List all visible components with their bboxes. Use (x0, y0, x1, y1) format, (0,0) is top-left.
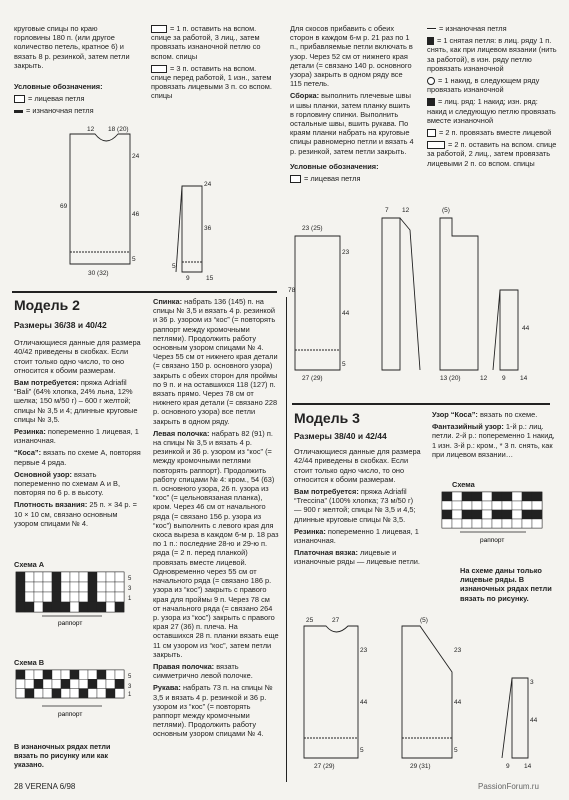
stitch-cell (452, 492, 462, 501)
stitch-cell (52, 602, 61, 612)
stitch-cell (52, 689, 61, 698)
dim-label: 12 (480, 375, 488, 382)
dim-label: 23 (342, 249, 350, 256)
legend-item: = 2 п. провязать вместе лицевой (427, 128, 557, 137)
stitch-cell (512, 519, 522, 528)
stitch-cell (472, 510, 482, 519)
dim-label: 5 (172, 263, 176, 270)
cable-left-icon (151, 25, 167, 33)
model2-schematics (290, 200, 560, 390)
right-front-paragraph: Правая полочка: вязать симметрично левой полочке. (153, 661, 253, 681)
stitch-cell (52, 572, 61, 582)
stitch-cell (88, 572, 97, 582)
stitch-cell (25, 679, 34, 688)
stitch-cell (25, 602, 34, 612)
stitch-cell (512, 492, 522, 501)
stitch-cell (79, 592, 88, 602)
stitch-cell (512, 501, 522, 510)
top-left-column (14, 24, 136, 119)
model3-column (294, 410, 422, 570)
stitch-cell (462, 501, 472, 510)
svg-text:1: 1 (128, 692, 132, 698)
dim-label: 12 (87, 126, 95, 133)
model-title: Модель 3 (294, 410, 360, 426)
plain-paragraph: Платочная вязка: лицевые и изнаночные ряды — лицевые петли. (294, 548, 420, 567)
sizes-heading: Размеры 36/38 и 40/42 (14, 320, 107, 330)
dim-label: 14 (520, 375, 528, 382)
dim-label: 5 (454, 747, 458, 754)
stitch-cell (16, 572, 25, 582)
stitch-cell (70, 592, 79, 602)
front-outline (382, 218, 420, 370)
stitch-cell (43, 670, 52, 679)
stitch-cell (88, 689, 97, 698)
stitch-cell (70, 670, 79, 679)
stitch-cell (492, 501, 502, 510)
stitch-cell (34, 670, 43, 679)
stitch-cell (79, 689, 88, 698)
stitch-cell (532, 510, 542, 519)
sizes-heading: Размеры 38/40 и 42/44 (294, 431, 387, 441)
stitch-cell (115, 679, 124, 688)
stitch-cell (492, 510, 502, 519)
cable-right-icon (151, 65, 167, 73)
stitch-cell (88, 679, 97, 688)
kosa-paragraph: Узор “Коса”: вязать по схеме. (432, 410, 538, 419)
model1-sleeve-schematic (168, 176, 248, 286)
legend-item: = 1 снятая петля: в лиц. ряду 1 п. снять, как при лицевом вязании (нить за работой), в изн. ряду петлю провязать изнаночной (427, 36, 557, 73)
purl-stitch-icon (14, 110, 23, 113)
stitch-cell (442, 510, 452, 519)
scheme-a-title: Схема А (14, 560, 45, 569)
dim-label: 44 (522, 325, 530, 332)
stitch-cell (79, 582, 88, 592)
dim-label: 3 (530, 679, 534, 686)
dim-label: 36 (204, 225, 212, 232)
page-footer: 28 VERENA 6/98 (14, 782, 76, 791)
stitch-cell (115, 592, 124, 602)
legend-item: = 1 накид, в следующем ряду провязать изнаночной (427, 76, 540, 95)
stitch-cell (16, 689, 25, 698)
dim-label: 5 (132, 256, 136, 263)
stitch-cell (52, 582, 61, 592)
dim-label: 5 (342, 361, 346, 368)
dim-label: 27 (29) (302, 375, 323, 382)
stitch-cell (61, 582, 70, 592)
dim-label: 44 (454, 699, 462, 706)
stitch-cell (97, 602, 106, 612)
stitch-cell (97, 592, 106, 602)
dim-label: 29 (31) (410, 763, 431, 770)
rapport-label: раппорт (58, 711, 83, 718)
stitch-cell (43, 679, 52, 688)
legend-title: Условные обозначения: (14, 82, 103, 92)
stitch-cell (106, 602, 115, 612)
scheme-note: На схеме даны только лицевые ряды. В изнаночных рядах петли вязать по рисунку. (460, 566, 552, 603)
front2-outline (440, 218, 478, 370)
stitch-cell (70, 602, 79, 612)
dim-label: 23 (454, 647, 462, 654)
stitch-cell (70, 582, 79, 592)
stitch-cell (16, 592, 25, 602)
scheme-b-grid (14, 668, 144, 728)
stitch-cell (462, 492, 472, 501)
stitch-cell (115, 572, 124, 582)
dim-label: 5 (360, 747, 364, 754)
watermark: PassionForum.ru (478, 782, 539, 791)
stitch-cell (502, 519, 512, 528)
legend-item: = изнаночная петля (14, 106, 136, 115)
stitch-cell (482, 492, 492, 501)
dim-label: (5) (420, 617, 428, 624)
stitch-cell (70, 689, 79, 698)
dim-label: 69 (60, 203, 68, 210)
stitch-cell (452, 510, 462, 519)
legend-item: = лиц. ряд: 1 накид; изн. ряд: накид и следующую петлю провязать вместе изнаночной (427, 97, 556, 125)
dim-label: 44 (360, 699, 368, 706)
materials-paragraph: Вам потребуется: пряжа Adriafil “Bali” (64% хлопка, 24% льна, 12% шелка; 150 м/50 г) – 600 г желтой; спицы № 3,5 и 4; длинные круговые спицы № 3,5. (14, 378, 138, 424)
stitch-cell (34, 602, 43, 612)
stitch-cell (522, 492, 532, 501)
legend-item: = 3 п. оставить на вспом. спице перед работой, 1 изн., затем провязать лицевыми 3 п. со вспом. спицы (151, 63, 272, 101)
dim-label: 44 (342, 310, 350, 317)
stitch-cell (25, 670, 34, 679)
dim-label: 23 (25) (302, 225, 323, 232)
stitch-cell (115, 689, 124, 698)
stitch-cell (61, 689, 70, 698)
intro-text: Отличающиеся данные для размера 42/44 приведены в скобках. Если стоит только одно число, то оно относится к обоим размерам. (294, 447, 421, 484)
dim-label: (5) (442, 207, 450, 214)
stitch-cell (25, 689, 34, 698)
scheme-a-grid (14, 570, 144, 630)
dim-label: 46 (132, 211, 140, 218)
model3-right-column (432, 410, 556, 462)
kosa-paragraph: “Коса”: вязать по схеме А, повторяя первые 4 ряда. (14, 448, 141, 467)
model2-column (14, 297, 142, 531)
stitch-cell (462, 510, 472, 519)
fancy-paragraph: Фантазийный узор: 1-й р.: лиц. петли. 2-й р.: попеременно 1 накид, 1 изн. 3-й р.: кром., * 3 п. снять, как при лицевом вязании… (432, 422, 555, 459)
stitch-cell (106, 689, 115, 698)
stitch-cell (502, 501, 512, 510)
stitch-cell (482, 519, 492, 528)
stitch-cell (522, 510, 532, 519)
dim-label: 7 (385, 207, 389, 214)
stitch-cell (106, 572, 115, 582)
stitch-cell (462, 519, 472, 528)
knit-stitch-icon (290, 175, 301, 183)
rapport-label: раппорт (480, 537, 505, 544)
svg-text:3: 3 (128, 586, 132, 592)
model2-instructions-column (153, 297, 279, 742)
stitch-cell (43, 582, 52, 592)
dim-label: 78 (288, 287, 296, 294)
slip-stitch-icon (427, 37, 434, 45)
dim-label: 23 (360, 647, 368, 654)
svg-text:5: 5 (128, 674, 132, 680)
dim-label: 27 (332, 617, 340, 624)
dim-label: 12 (402, 207, 410, 214)
section-divider (292, 403, 550, 405)
rib-paragraph: Резинка: попеременно 1 лицевая, 1 изнаночная. (294, 526, 419, 546)
stitch-cell (16, 679, 25, 688)
stitch-cell (70, 679, 79, 688)
stitch-cell (88, 670, 97, 679)
stitch-cell (482, 501, 492, 510)
back-outline (70, 134, 130, 264)
legend-item: = лицевая петля (14, 94, 136, 103)
materials-paragraph: Вам потребуется: пряжа Adriafil “Treccina” (100% хлопка; 73 м/50 г) — 900 г желтой; спицы № 3,5 и 4,5; длинные круговые спицы № 3,5. (294, 487, 416, 524)
yarn-over-icon (427, 77, 435, 85)
model-title: Модель 2 (14, 297, 80, 313)
dim-label: 9 (506, 763, 510, 770)
stitch-cell (52, 670, 61, 679)
model3-schematics (292, 612, 552, 772)
stitch-cell (70, 572, 79, 582)
stitch-cell (52, 679, 61, 688)
stitch-cell (532, 519, 542, 528)
top-right-b-column (427, 24, 557, 171)
stitch-cell (512, 510, 522, 519)
stitch-cell (522, 519, 532, 528)
svg-text:5: 5 (128, 576, 132, 582)
stitch-cell (106, 582, 115, 592)
legend-item: = лицевая петля (290, 174, 415, 183)
stitch-cell (79, 670, 88, 679)
stitch-cell (34, 572, 43, 582)
sleeves-paragraph: Рукава: набрать 73 п. на спицы № 3,5 и вязать 4 р. резинкой и 36 р. узором из “кос” (= повторять раппорт между кромочными петлями). Продолжить работу основным узором спицами № 4. (153, 683, 273, 739)
stitch-cell (88, 602, 97, 612)
dim-label: 44 (530, 717, 538, 724)
stitch-cell (502, 492, 512, 501)
scheme-b-title: Схема В (14, 658, 45, 667)
stitch-cell (502, 510, 512, 519)
stitch-cell (97, 572, 106, 582)
section-divider (12, 291, 277, 293)
stitch-cell (16, 670, 25, 679)
density-paragraph: Плотность вязания: 25 п. × 34 р. = 10 × 10 см, связано основным узором спицами № 4. (14, 500, 137, 528)
legend-item: = 1 п. оставить на вспом. спице за работой, 3 лиц., затем провязать изнаночной петлю со вспом. спицы (151, 24, 261, 61)
stitch-cell (106, 670, 115, 679)
model3-scheme-grid (440, 490, 555, 550)
stitch-cell (61, 602, 70, 612)
intro-text: круговые спицы по краю горловины 180 п. (или другое количество петель, кратное 6) и вязать 8 р. резинкой, затем петли закрыть. (14, 24, 130, 70)
stitch-cell (472, 519, 482, 528)
model1-back-schematic (60, 124, 155, 284)
stitch-cell (442, 519, 452, 528)
body-text: Для скосов прибавить с обеих сторон в каждом 6-м р. 21 раз по 1 п., прибавляемые петли включать в узор. Через 52 см от нижнего края детали (= связано 140 р. основного узора) закрыть в одном ряду все 115 петель. (290, 24, 413, 89)
stitch-cell (34, 689, 43, 698)
stitch-cell (472, 492, 482, 501)
stitch-cell (442, 501, 452, 510)
stitch-cell (115, 582, 124, 592)
stitch-cell (97, 689, 106, 698)
stitch-cell (88, 592, 97, 602)
knit-stitch-icon (14, 95, 25, 103)
dim-label: 9 (502, 375, 506, 382)
k2tog-icon (427, 129, 436, 137)
stitch-cell (452, 501, 462, 510)
stitch-cell (61, 572, 70, 582)
scheme-note: В изнаночных рядах петли вязать по рисунку или как указано. (14, 742, 111, 770)
stitch-cell (16, 582, 25, 592)
stitch-cell (88, 582, 97, 592)
stitch-cell (25, 582, 34, 592)
legend-item: = 2 п. оставить на вспом. спице за работой, 2 лиц., затем провязать лицевыми 2 п. со вспом. спицы (427, 140, 557, 168)
stitch-cell (25, 592, 34, 602)
dim-label: 24 (204, 181, 212, 188)
rib-paragraph: Резинка: попеременно 1 лицевая, 1 изнаночная. (14, 427, 139, 446)
stitch-cell (61, 592, 70, 602)
stitch-cell (34, 582, 43, 592)
dim-label: 13 (20) (440, 375, 461, 382)
assembly-paragraph: Сборка: выполнить плечевые швы и швы планки, затем планку вшить в горловину спинки. Выполнить остальные швы, вшить рукава. По краям планки набрать на круговые спицы равномерно петли и вязать 4 р. резинкой, затем петли закрыть. (290, 91, 414, 156)
stitch-cell (106, 592, 115, 602)
top-mid-column (151, 24, 276, 104)
rapport-label: раппорт (58, 620, 83, 627)
stitch-cell (34, 592, 43, 602)
stitch-cell (472, 501, 482, 510)
stitch-cell (97, 679, 106, 688)
scheme-title: Схема (452, 480, 475, 489)
stitch-cell (492, 519, 502, 528)
stitch-cell (115, 602, 124, 612)
yarn-over-pair-icon (427, 98, 435, 106)
stitch-cell (52, 592, 61, 602)
intro-text: Отличающиеся данные для размера 40/42 приведены в скобках. Если стоит только одно число, то оно относится к обоим размерам. (14, 338, 141, 375)
dim-label: 30 (32) (88, 270, 109, 277)
stitch-cell (43, 592, 52, 602)
stitch-cell (61, 670, 70, 679)
stitch-cell (442, 492, 452, 501)
stitch-cell (34, 679, 43, 688)
stitch-cell (25, 572, 34, 582)
stitch-cell (482, 510, 492, 519)
column-divider (286, 297, 287, 782)
dim-label: 24 (132, 153, 140, 160)
stitch-cell (16, 602, 25, 612)
stitch-cell (97, 582, 106, 592)
stitch-cell (532, 492, 542, 501)
stitch-cell (43, 689, 52, 698)
legend-item: = изнаночная петля (427, 24, 557, 33)
purl-stitch-icon (427, 28, 436, 30)
stitch-cell (452, 519, 462, 528)
dim-label: 15 (206, 275, 214, 282)
stitch-cell (79, 602, 88, 612)
dim-label: 14 (524, 763, 532, 770)
dim-label: 27 (29) (314, 763, 335, 770)
svg-text:3: 3 (128, 684, 132, 690)
dim-label: 9 (186, 275, 190, 282)
stitch-cell (522, 501, 532, 510)
stitch-cell (79, 572, 88, 582)
stitch-cell (115, 670, 124, 679)
stitch-cell (61, 679, 70, 688)
stitch-cell (79, 679, 88, 688)
top-right-a-column (290, 24, 415, 186)
back-paragraph: Спинка: набрать 136 (145) п. на спицы № 3,5 и вязать 4 р. резинкой и 36 р. узором из “кос” (= повторять раппорт между кромочными петлями). Продолжить работу основным узором спицами № 4. Через 55 см от нижнего края детали (= связано 150 р. основного узора) закрыть с обеих сторон для проймы по 9 п. и на оставшихся 118 (127) п. вязать прямо. Через 78 см от нижнего края детали (= связано 228 р. основного узора) все петли закрыть в одном ряду. (153, 297, 278, 426)
dim-label: 25 (306, 617, 314, 624)
stitch-cell (492, 492, 502, 501)
cable-2x2-icon (427, 141, 445, 149)
svg-text:1: 1 (128, 596, 132, 602)
stitch-cell (106, 679, 115, 688)
dim-label: 18 (20) (108, 126, 129, 133)
stitch-cell (43, 572, 52, 582)
stitch-cell (97, 670, 106, 679)
left-front-paragraph: Левая полочка: набрать 82 (91) п. на спицы № 3,5 и вязать 4 р. резинкой и 36 р. узором из “кос” (= между кромочными петлями повторять раппорт). Продолжить работу спицами № 4: кром., 54 (63) п. основного узора, 26 п. узора из “кос” (= цельновязаная планка), кром. Через 46 см от начального ряда (= связано 156 р. узора из “кос”) выполнить с левого края для скоса выреза в каждом 6-м р. 18 раз по 1 п.: последние 28-ю и 29-ю п. ряда (= 2 п. перед планкой) провязать вместе лицевой. Одновременно через 55 см от начального ряда (= связано 186 р. узора из “кос”) закрыть с правого края для проймы 9 п. Через 78 см от начального ряда (= связано 264 р. узора из “кос”) закрыть с правого края 27 (36) п. плеча. На оставшихся 28 п. планки вязать еще 11 см узором из “кос”, затем петли закрыть. (153, 428, 279, 659)
stitch-cell (532, 501, 542, 510)
legend-title: Условные обозначения: (290, 161, 379, 171)
main-pattern-paragraph: Основной узор: вязать попеременно по схемам А и В, повторяя по 6 р. в высоту. (14, 469, 121, 498)
stitch-cell (43, 602, 52, 612)
